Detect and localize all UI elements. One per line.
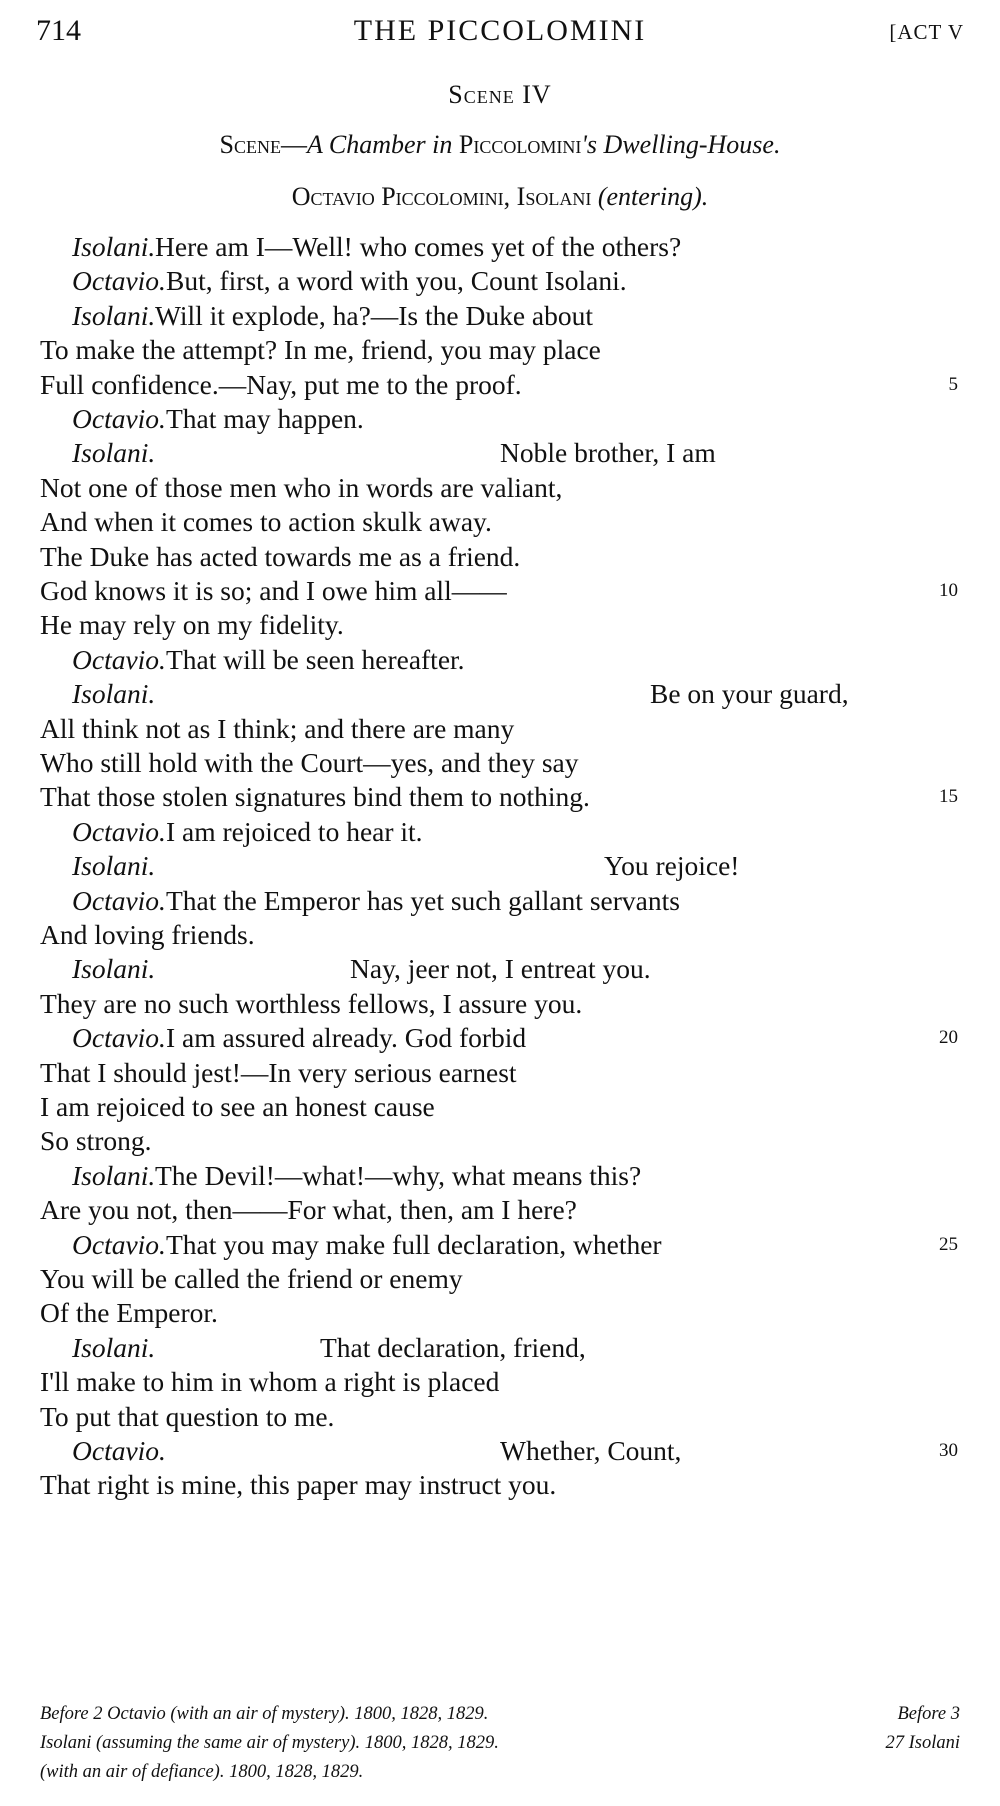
speaker-name: Isolani. (72, 1331, 156, 1363)
verse-line (0, 675, 1000, 713)
verse-text: The Duke has acted towards me as a friend. (40, 540, 521, 572)
verse-text: I am rejoiced to hear it. (166, 815, 423, 847)
verse-text: God knows it is so; and I owe him all—— (40, 575, 507, 606)
verse-line (0, 985, 1000, 1023)
verse-text: That will be seen hereafter. (166, 643, 465, 675)
verse-line (0, 1294, 1000, 1332)
verse-line (0, 1054, 1000, 1092)
setting-name: Piccolomini (458, 130, 582, 159)
verse-line (0, 813, 1000, 851)
verse-text: All think not as I think; and there are many (40, 712, 515, 744)
verse-text: To put that question to me. (40, 1400, 335, 1432)
verse-line (0, 1398, 1000, 1436)
verse-text: He may rely on my fidelity. (40, 609, 344, 641)
verse-line (0, 503, 1000, 541)
line-number: 10 (939, 580, 958, 601)
verse-text: I'll make to him in whom a right is placed (40, 1366, 500, 1398)
line-number: 20 (939, 1027, 958, 1049)
verse-line (0, 1466, 1000, 1504)
verse-text: To make the attempt? In me, friend, you may place (40, 334, 601, 366)
verse-text: Noble brother, I am (500, 437, 716, 469)
speaker-name: Isolani. (72, 953, 156, 985)
verse-text: That I should jest!—In very serious earnest (40, 1056, 517, 1088)
verse-text: And when it comes to action skulk away. (40, 506, 492, 538)
verse-text: Who still hold with the Court—yes, and they say (40, 747, 579, 778)
verse-line (0, 400, 1000, 438)
footnote-text: (with an air of defiance). 1800, 1828, 1829. (40, 1762, 364, 1782)
verse-text: Be on your guard, (650, 678, 849, 710)
verse-text: That those stolen signatures bind them to nothing. (40, 781, 590, 813)
verse-text: So strong. (40, 1125, 152, 1157)
speaker-name: Octavio. (72, 265, 166, 297)
verse-line (0, 1260, 1000, 1298)
page-number: 714 (36, 14, 81, 47)
verse-line (0, 1191, 1000, 1229)
verse-line (0, 297, 1000, 335)
setting-dash: — (280, 130, 307, 159)
footnote-row (40, 1700, 960, 1729)
person-isolani: Isolani (516, 182, 592, 211)
line-number: 25 (939, 1233, 958, 1255)
verse-line (0, 1088, 1000, 1126)
speaker-name: Octavio. (72, 884, 166, 916)
line-number: 5 (948, 373, 958, 395)
verse-text: Will it explode, ha?—Is the Duke about (155, 299, 594, 331)
verse-text: That the Emperor has yet such gallant servants (166, 884, 680, 916)
setting-prefix: Scene (219, 130, 281, 159)
verse-text: You will be called the friend or enemy (40, 1263, 463, 1294)
footnote-text: Isolani (assuming the same air of mystery). 1800, 1828, 1829. (40, 1733, 499, 1753)
speaker-name: Isolani. (72, 1159, 156, 1191)
verse-line (0, 1363, 1000, 1401)
speaker-name: Octavio. (72, 403, 166, 434)
verse-text: That you may make full declaration, whether (166, 1228, 662, 1260)
verse-text: And loving friends. (40, 919, 255, 950)
verse-line (0, 606, 1000, 644)
speaker-name: Octavio. (72, 643, 166, 675)
act-label: [ACT V (889, 20, 964, 44)
verse-text: Full confidence.—Nay, put me to the proof. (40, 368, 522, 400)
speaker-name: Isolani. (72, 678, 156, 710)
speaker-name: Isolani. (72, 231, 156, 262)
speaker-name: Isolani. (72, 299, 156, 331)
verse-text: Not one of those men who in words are valiant, (40, 471, 563, 503)
setting-italic: A Chamber in (306, 130, 459, 159)
running-header (36, 14, 964, 54)
verse-line (0, 1122, 1000, 1160)
verse-line (0, 1226, 1000, 1264)
verse-text: Here am I—Well! who comes yet of the others? (155, 231, 682, 262)
verse-line (0, 366, 1000, 404)
verse-text: You rejoice! (604, 850, 740, 882)
verse-text: The Devil!—what!—why, what means this? (155, 1159, 642, 1191)
verse-text: But, first, a word with you, Count Isolani. (166, 265, 627, 297)
verse-text: Of the Emperor. (40, 1297, 218, 1329)
line-number: 30 (939, 1440, 958, 1461)
verse-line (0, 262, 1000, 300)
verse-text: Whether, Count, (500, 1435, 682, 1466)
verse-text: That declaration, friend, (320, 1331, 586, 1363)
verse-line (0, 1019, 1000, 1057)
speaker-name: Octavio. (72, 1435, 166, 1466)
verse-line (0, 434, 1000, 472)
footnotes (40, 1700, 960, 1787)
footnote-text: Before 2 Octavio (with an air of mystery). 1800, 1828, 1829. (40, 1704, 489, 1724)
verse-line (0, 710, 1000, 748)
speaker-name: Octavio. (72, 1022, 166, 1054)
verse-line (0, 469, 1000, 507)
verse-line (0, 538, 1000, 576)
persons-comma: , (503, 182, 517, 211)
footnote-text: Before 3 (897, 1704, 960, 1724)
verse-text: That right is mine, this paper may instruct you. (40, 1469, 557, 1501)
running-title: THE PICCOLOMINI (353, 14, 647, 47)
verse-text: Are you not, then——For what, then, am I here? (40, 1194, 577, 1226)
verse-text: I am assured already. God forbid (166, 1022, 527, 1054)
speaker-name: Octavio. (72, 815, 166, 847)
verse-text: I am rejoiced to see an honest cause (40, 1091, 435, 1122)
setting-rest: 's Dwelling-House. (581, 130, 781, 159)
verse-line (0, 572, 1000, 610)
verse-line (0, 1157, 1000, 1195)
verse-line (0, 228, 1000, 266)
person-octavio: Octavio Piccolomini (291, 182, 504, 211)
verse-line (0, 847, 1000, 885)
scene-setting (0, 130, 1000, 160)
verse-text: That may happen. (166, 403, 364, 434)
verse-line (0, 1329, 1000, 1367)
footnote-row (40, 1729, 960, 1758)
line-number: 15 (939, 786, 958, 808)
footnote-text: 27 Isolani (885, 1733, 960, 1753)
dramatis-personae (0, 182, 1000, 212)
speaker-name: Octavio. (72, 1228, 166, 1260)
verse-line (0, 916, 1000, 954)
verse-text: They are no such worthless fellows, I assure you. (40, 987, 583, 1019)
scene-heading: Scene IV (448, 80, 552, 109)
speaker-name: Isolani. (72, 437, 156, 469)
verse-line (0, 950, 1000, 988)
stage-direction: (entering). (597, 182, 709, 211)
verse-line (0, 744, 1000, 782)
verse-line (0, 882, 1000, 920)
verse-line (0, 778, 1000, 816)
speaker-name: Isolani. (72, 850, 156, 882)
verse-text: Nay, jeer not, I entreat you. (350, 953, 651, 985)
verse-line (0, 641, 1000, 679)
footnote-row (40, 1758, 960, 1787)
verse-line (0, 1432, 1000, 1470)
verse-line (0, 331, 1000, 369)
